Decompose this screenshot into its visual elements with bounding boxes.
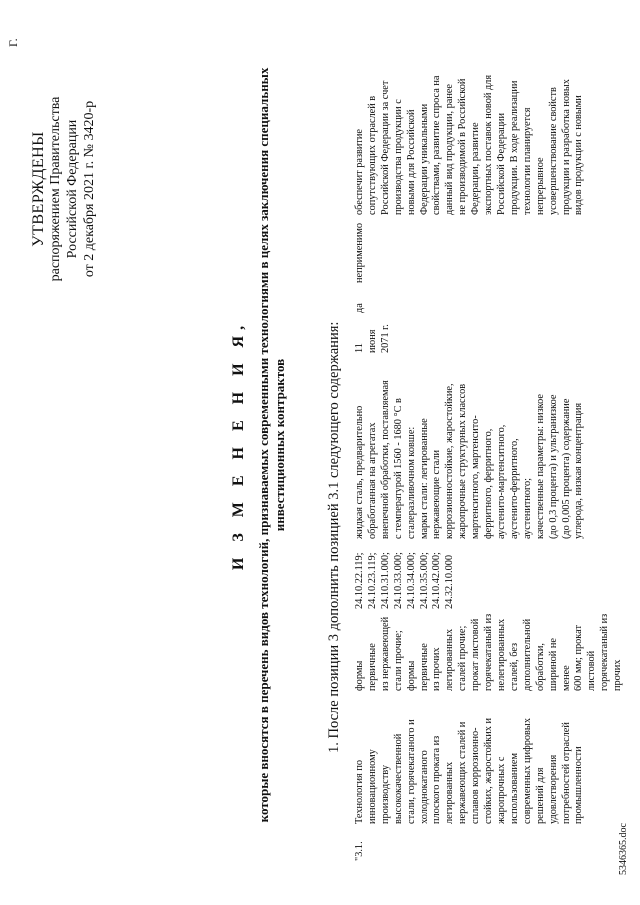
page-mark: Г. <box>6 38 20 47</box>
approval-date-number: от 2 декабря 2021 г. № 3420-р <box>82 100 97 278</box>
product-description: жидкая сталь, предварительно обработанная на агрегатах внепечной обработки, поставляемая с температурой 1560 - 1680 °С в сталеразливочном ковше: марки стали: легированные нержавеющие стали коррозионностойкие, жаростойкие, жаропрочные структурных классов мартенситного, мартенсито- ферритного, ферритного, аустенито-мартенситного, аустенито-ферритного, аустенитного; качественные параметры: низкое (до 0,3 процента) и ультранизкое (до 0,005 процента) содержание углерода, низкая концентрация <box>354 380 585 539</box>
row-number: "3.1. <box>354 841 365 861</box>
effect-description: обеспечит развитие сопутствующих отраслей в Российской Федерации за счет производства продукции с новыми для Российской Федерации уникальными свойствами, развитие спроса на данный вид продукции, ранее не производимой в Российской Федерации, развитие экспортных поставок новой для Российской Федерации продукции. В ходе реализации технологии планируется непрерывное усовершенствование свойств продукции и разработка новых видов продукции с новыми <box>354 74 585 215</box>
technology-name: Технология по инновационному производству высококачественной стали, горячекатаного и холоднокатаного плоского проката из легированных нержавеющих сталей и сплавов коррозионно- стойких, жаростойких и жаропрочных с использованием современных цифровых решений для удовлетворения потребностей отраслей промышленности <box>354 718 585 824</box>
flag-value: да <box>354 303 365 313</box>
expiry-date: 11 июня 2071 г. <box>354 324 391 353</box>
product-list: формы первичные из нержавеющей стали прочие; формы первичные из прочих легированных сталей прочие; прокат листовой горячекатаный из нелегированных сталей, без дополнительной обработки, шириной не менее 600 мм; прокат листовой горячекатаный из прочих <box>354 613 624 691</box>
term-value: неприменимо <box>354 222 365 283</box>
okpd-codes: 24.10.22.119; 24.10.23.119; 24.10.31.000; 24.10.33.000; 24.10.34.000; 24.10.35.000; 24.10.42.000; 24.32.10.000 <box>354 552 456 609</box>
approval-title: УТВЕРЖДЕНЫ <box>30 131 47 247</box>
instruction-text: 1. После позиции 3 дополнить позицией 3.1 следующего содержания: <box>326 321 342 753</box>
document-subheading: которые вносятся в перечень видов технологий, признаваемых современными технологиями в целях заключения специальных инвестиционных контрактов <box>256 67 287 823</box>
table-row <box>354 41 624 861</box>
footer-filename: 5346365.doc <box>618 823 629 875</box>
approval-country: Российской Федерации <box>65 119 80 259</box>
document-heading: И З М Е Н Е Н И Я, <box>230 319 247 571</box>
approval-decree: распоряжением Правительства <box>48 96 63 282</box>
approval-block <box>30 29 98 349</box>
